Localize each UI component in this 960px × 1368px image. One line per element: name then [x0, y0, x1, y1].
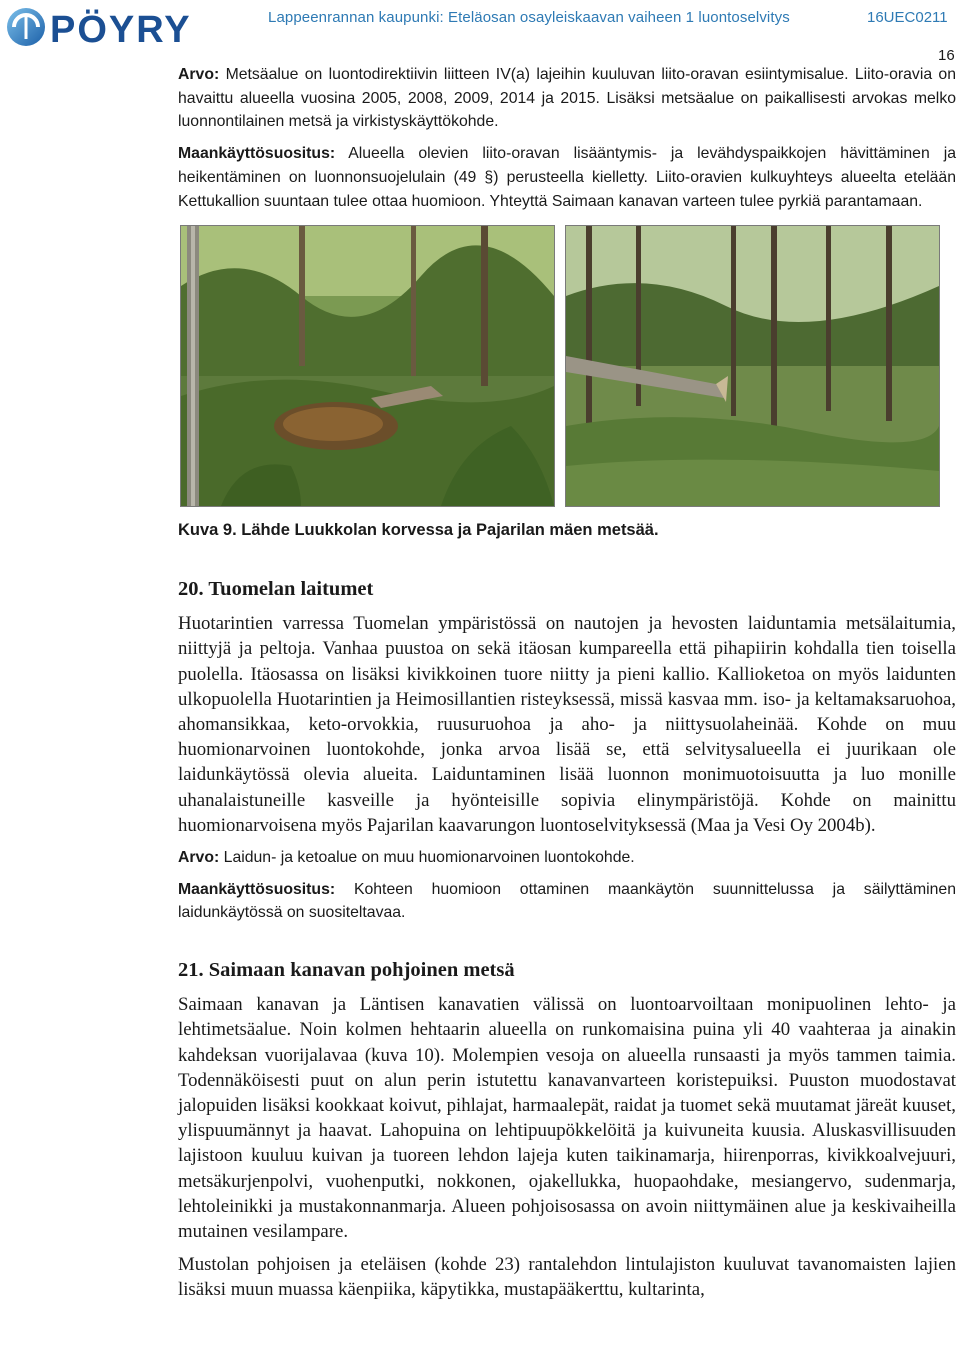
land-use-recommendation	[178, 142, 956, 213]
figure-caption: Kuva 9. Lähde Luukkolan korvessa ja Pajarilan mäen metsää.	[178, 521, 659, 540]
value-label: Arvo:	[178, 66, 220, 83]
recommendation-label: Maankäyttösuositus:	[178, 145, 336, 163]
value-text: Laidun- ja ketoalue on muu huomionarvoinen luontokohde.	[219, 849, 635, 867]
page-number: 16	[938, 47, 955, 64]
section-20-recommendation	[178, 878, 956, 925]
value-paragraph	[178, 63, 956, 134]
project-code: 16UEC0211	[867, 9, 948, 26]
fallen-tree-photo	[565, 225, 940, 507]
page-header	[0, 0, 960, 48]
value-text: Metsäalue on luontodirektiivin liitteen IV(a) lajeihin kuuluvan liito-oravan esiintymisalue. Liito-oravia on havaittu alueella vuosina 2005, 2008, 2009, 2014 ja 2015. Lisäksi metsäalue on paikallisesti arvokas melko luonnontilainen metsä ja virkistyskäyttökohde.	[178, 66, 956, 131]
recommendation-text: Kohteen huomioon ottaminen maankäytön suunnittelussa ja säilyttäminen laidunkäytössä on suositeltavaa.	[178, 880, 956, 922]
section-21-birds: Mustolan pohjoisen ja eteläisen (kohde 23) rantalehdon lintulajiston kuuluvat tavanomaisten lajien lisäksi muun muassa käenpiika, käpytikka, mustapääkerttu, kultarinta,	[178, 1254, 956, 1301]
page-content	[178, 63, 956, 1303]
section-21-body: Saimaan kanavan ja Läntisen kanavatien välissä on luontoarvoiltaan monipuolinen lehto- ja lehtimetsäalue. Noin kolmen hehtaarin alueella on runkomaisina puina yli 40 vaahteraa ja ainakin kahdeksan vuorijalavaa (kuva 10). Molempien vesoja on alueella runsaasti ja myös tammen taimia. Todennäköisesti puut on alun perin istutettu kanavanvarteen koristepuiksi. Puuston muodostavat jalopuiden lisäksi kookkaat koivut, pihlajat, harmaalepät, raidat ja tuomet sekä muutamat järeät kuuset, ylispuumännyt ja haavat. Lahopuina on lehtipuupökkelöitä ja kuivuneita kuusia. Aluskasvillisuuden lajistoon kuuluu kuivan ja tuoreen lehdon lajeja kuten taikinamarja, hiirenporras, kivikkoalvejuuri, metsäkurjenpolvi, vuohenputki, nokkonen, ojakellukka, huopaohdake, mesiangervo, sudenmarja, lehtoleinikki ja mustakonnanmarja. Alueen pohjoisosassa on avoin niittymäinen alue ja keskivaiheilla mutainen vesilampare.	[178, 994, 956, 1242]
poyry-logo	[4, 6, 244, 48]
spring-pond-photo	[180, 225, 555, 507]
value-label: Arvo:	[178, 849, 220, 867]
recommendation-label: Maankäyttösuositus:	[178, 880, 336, 898]
section-21-heading: 21. Saimaan kanavan pohjoinen metsä	[178, 959, 515, 982]
section-20-heading: 20. Tuomelan laitumet	[178, 578, 374, 601]
poyry-logo-icon	[4, 6, 244, 48]
document-title: Lappeenrannan kaupunki: Eteläosan osayleiskaavan vaiheen 1 luontoselvitys	[268, 9, 790, 26]
logo-wordmark: PÖYRY	[50, 9, 192, 48]
section-20-value	[178, 846, 956, 870]
recommendation-text: Alueella olevien liito-oravan lisääntymis- ja levähdyspaikkojen hävittäminen ja heikentäminen on luonnonsuojelulain (49 §) perusteella kielletty. Liito-oravien kulkuyhteys alueelta etelään Kettukallion suuntaan tulee ottaa huomioon. Yhteyttä Saimaan kanavan varteen tulee pyrkiä parantamaan.	[178, 145, 956, 210]
figure-photos	[178, 225, 956, 507]
section-20-body: Huotarintien varressa Tuomelan ympäristössä on nautojen ja hevosten laiduntamia metsälaitumia, niittyjä ja peltoja. Vanhaa puustoa on sekä itäosan kumpareella että pihapiirin kohdalla tien toisella puolella. Itäosassa on lisäksi kivikkoinen tuore niitty ja pieni kallio. Kallioketoa on myös laidunten ulkopuolella Huotarintien ja Heimosillantien risteyksessä, missä kasvaa mm. iso- ja keltamaksaruohoa, ahomansikkaa, keto-orvokkia, ruusuruohoa ja aho- ja niittysuolaheinää. Kohde on muu huomionarvoinen luontokohde, jonka arvoa lisää se, että selvitysalueella ei juurikaan ole laidunkäytössä olevia alueita. Laiduntaminen lisää luonnon monimuotoisuutta ja luo monille uhanalaistuneille kasveille ja hyönteisille sopivia elinympäristöjä. Kohde on mainittu huomionarvoisena myös Pajarilan kaavarungon luontoselvityksessä (Maa ja Vesi Oy 2004b).	[178, 613, 956, 836]
